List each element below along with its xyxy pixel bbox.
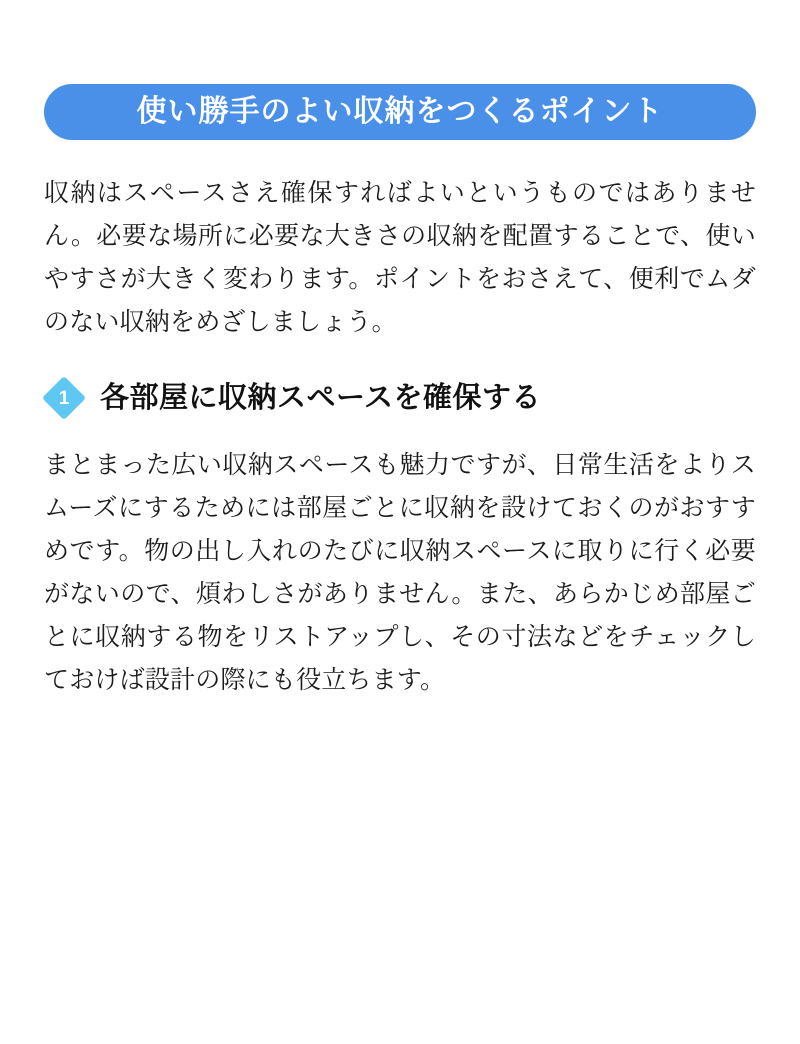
section-number-badge-icon	[44, 378, 84, 418]
page-title-banner	[44, 84, 756, 140]
article-page	[0, 84, 800, 1044]
section-paragraph: まとまった広い収納スペースも魅力ですが、日常生活をよりスムーズにするためには部屋ごとに収納を設けておくのがおすすめです。物の出し入れのたびに収納スペースに取りに行く必要がないので、煩わしさがありません。また、あらかじめ部屋ごとに収納する物をリストアップし、その寸法などをチェックしておけば設計の際にも役立ちます。	[44, 451, 756, 694]
section-number: 1	[58, 387, 70, 409]
section-heading-1	[44, 378, 756, 418]
intro-paragraph: 収納はスペースさえ確保すればよいというものではありません。必要な場所に必要な大きさの収納を配置することで、使いやすさが大きく変わります。ポイントをおさえて、便利でムダのない収納をめざしましょう。	[44, 179, 756, 336]
page-title: 使い勝手のよい収納をつくるポイント	[136, 95, 664, 128]
section-heading-text: 各部屋に収納スペースを確保する	[100, 381, 542, 414]
